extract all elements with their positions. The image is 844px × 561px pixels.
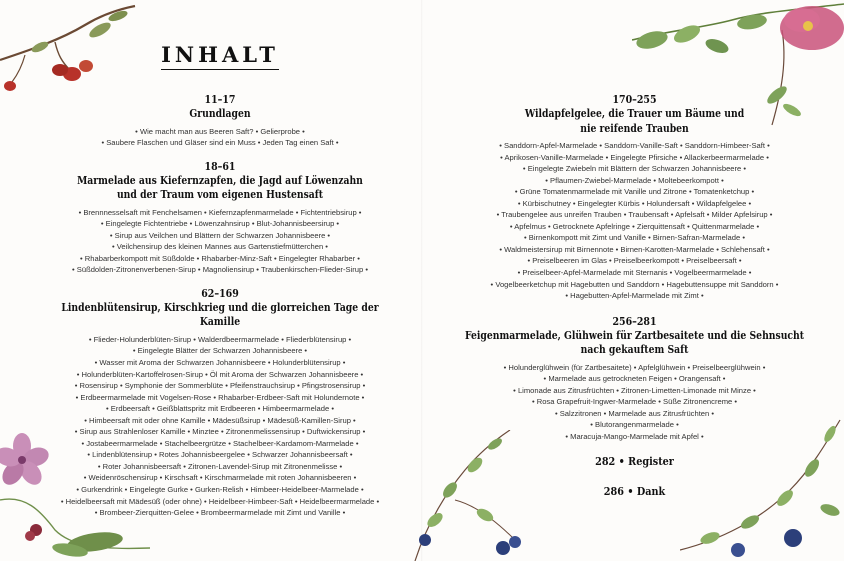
toc-section	[42, 286, 398, 519]
recipe-line: • Pflaumen-Zwiebel-Marmelade • Moltebeerkompott •	[545, 175, 724, 185]
recipe-line: • Jostabeermarmelade • Stachelbeergrütze • Stachelbeer-Kardamom-Marmelade •	[81, 438, 359, 448]
recipe-line: • Salzzitronen • Marmelade aus Zitrusfrüchten •	[554, 408, 715, 418]
recipe-line: • Preiselbeer-Apfel-Marmelade mit Sternanis • Vogelbeermarmelade •	[517, 268, 752, 278]
recipe-line: • Vogelbeerketchup mit Hagebutten und Sanddorn • Hagebuttensuppe mit Sanddorn •	[490, 279, 779, 289]
recipe-line: • Heidelbeersaft mit Mädesüß (oder ohne) • Heidelbeer-Himbeer-Saft • Heidelbeermarmelade •	[60, 496, 380, 506]
recipe-line: • Limonade aus Zitrusfrüchten • Zitronen-Limetten-Limonade mit Minze •	[513, 385, 756, 395]
recipe-list	[42, 207, 398, 276]
toc-section	[462, 92, 807, 302]
section-page-range: 170–255	[612, 92, 657, 106]
recipe-line: • Brombeer-Zierquitten-Gelee • Brombeermarmelade mit Zimt und Vanille •	[94, 508, 346, 518]
recipe-line: • Traubengelee aus unreifen Trauben • Traubensaft • Apfelsaft • Milder Apfelsirup •	[496, 210, 773, 220]
recipe-line: • Hagebutten-Apfel-Marmelade mit Zimt •	[565, 291, 704, 301]
recipe-line: • Wasser mit Aroma der Schwarzen Johannisbeere • Holunderblütensirup •	[94, 357, 346, 367]
dank-entry: 286 • Dank	[603, 484, 666, 499]
section-heading: Wildapfelgelee, die Trauer um Bäume und nie reifende Trauben	[524, 107, 745, 135]
recipe-line: • Süßdolden-Zitronenverbenen-Sirup • Magnoliensirup • Traubenkirschen-Flieder-Sirup •	[72, 265, 368, 275]
recipe-line: • Grüne Tomatenmarmelade mit Vanille und Zitrone • Tomatenketchup •	[514, 187, 755, 197]
recipe-line: • Apfelmus • Getrocknete Apfelringe • Zierquittensaft • Quittenmarmelade •	[509, 221, 760, 231]
recipe-line: • Eingelegte Fichtentriebe • Löwenzahnsirup • Blut-Johannisbeersirup •	[100, 219, 340, 229]
recipe-line: • Himbeersaft mit oder ohne Kamille • Mädesüßsirup • Mädesüß-Kamillen-Sirup •	[84, 415, 356, 425]
recipe-line: • Brennnesselsaft mit Fenchelsamen • Kiefernzapfenmarmelade • Fichtentriebsirup •	[78, 207, 362, 217]
recipe-line: • Rhabarberkompott mit Süßdolde • Rhabarber-Minz-Saft • Eingelegter Rhabarber •	[80, 253, 360, 263]
toc-left-column	[42, 92, 398, 529]
register-entry: 282 • Register	[595, 454, 674, 469]
toc-right-column	[462, 92, 807, 498]
recipe-line: • Aprikosen-Vanille-Marmelade • Eingelegte Pfirsiche • Allackerbeermarmelade •	[500, 152, 769, 162]
recipe-line: • Veilchensirup des kleinen Mannes aus Gartenstiefmütterchen •	[112, 242, 328, 252]
recipe-line: • Rosensirup • Symphonie der Sommerblüte • Pfeifenstrauchsirup • Pfingstrosensirup •	[74, 381, 366, 391]
toc-section	[42, 159, 398, 276]
toc-section	[462, 314, 807, 443]
recipe-line: • Erdbeermarmelade mit Vogelsen-Rose • Rhabarber-Erdbeer-Saft mit Holundernote •	[75, 392, 365, 402]
recipe-line: • Weidenröschensirup • Kirschsaft • Kirschmarmelade mit roten Johannisbeeren •	[83, 473, 357, 483]
recipe-line: • Kürbischutney • Eingelegter Kürbis • Holundersaft • Wildapfelgelee •	[517, 198, 752, 208]
recipe-line: • Wie macht man aus Beeren Saft? • Gelierprobe •	[135, 126, 305, 136]
recipe-line: • Holunderblüten-Kartoffelrosen-Sirup • Öl mit Aroma der Schwarzen Johannisbeere •	[76, 369, 364, 379]
recipe-list	[462, 140, 807, 302]
page-title: INHALT	[0, 42, 440, 67]
recipe-list	[462, 362, 807, 443]
section-heading: Feigenmarmelade, Glühwein für Zartbesaitete und die Sehnsucht nach gekauftem Saft	[464, 328, 805, 357]
recipe-line: • Marmelade aus getrockneten Feigen • Orangensaft •	[543, 374, 726, 384]
recipe-line: • Erdbeersaft • Geißblattspritz mit Erdbeeren • Himbeermarmelade •	[106, 404, 334, 414]
recipe-line: • Eingelegte Zwiebeln mit Blättern der Schwarzen Johannisbeere •	[522, 164, 747, 174]
recipe-line: • Maracuja-Mango-Marmelade mit Apfel •	[565, 431, 704, 441]
recipe-line: • Sirup aus Veilchen und Blättern der Schwarzen Johannisbeere •	[109, 230, 331, 240]
recipe-list	[42, 334, 398, 519]
section-page-range: 256–281	[612, 313, 657, 328]
recipe-line: • Lindenblütensirup • Rotes Johannisbeergelee • Schwarzer Johannisbeersaft •	[87, 450, 353, 460]
recipe-line: • Birnenkompott mit Zimt und Vanille • Birnen-Safran-Marmelade •	[524, 233, 745, 243]
section-page-range: 62–169	[201, 285, 239, 300]
recipe-line: • Sirup aus Strahlenloser Kamille • Minztee • Zitronenmelissensirup • Duftwickensirup •	[74, 427, 366, 437]
toc-section	[42, 92, 398, 149]
recipe-list	[42, 126, 398, 149]
section-heading: Lindenblütensirup, Kirschkrieg und die glorreichen Tage der Kamille	[61, 300, 379, 329]
recipe-line: • Eingelegte Blätter der Schwarzen Johannisbeere •	[132, 346, 308, 356]
recipe-line: • Saubere Flaschen und Gläser sind ein Muss • Jeden Tag einen Saft •	[101, 138, 339, 148]
section-page-range: 11–17	[204, 92, 236, 106]
recipe-line: • Holunderglühwein (für Zartbesaitete) • Apfelglühwein • Preiselbeerglühwein •	[503, 362, 766, 372]
recipe-line: • Waldmeistersirup mit Birnennote • Birnen-Karotten-Marmelade • Schlehensaft •	[499, 244, 770, 254]
recipe-line: • Sanddorn-Apfel-Marmelade • Sanddorn-Vanille-Saft • Sanddorn-Himbeer-Saft •	[499, 141, 770, 150]
recipe-line: • Blutorangenmarmelade •	[590, 420, 679, 430]
recipe-line: • Preiselbeeren im Glas • Preiselbeerkompott • Preiselbeersaft •	[527, 256, 742, 266]
recipe-line: • Gurkendrink • Eingelegte Gurke • Gurken-Relish • Himbeer-Heidelbeer-Marmelade •	[76, 484, 364, 494]
section-heading: Grundlagen	[189, 107, 251, 120]
recipe-line: • Rosa Grapefruit-Ingwer-Marmelade • Süße Zitronencreme •	[531, 397, 738, 407]
section-heading: Marmelade aus Kiefernzapfen, die Jagd auf Löwenzahn und der Traum vom eigenen Hustensaft	[77, 173, 363, 202]
recipe-line: • Flieder-Holunderblüten-Sirup • Walderdbeermarmelade • Fliederblütensirup •	[88, 334, 352, 344]
section-page-range: 18–61	[204, 158, 236, 173]
recipe-line: • Roter Johannisbeersaft • Zitronen-Lavendel-Sirup mit Zitronenmelisse •	[97, 461, 343, 471]
